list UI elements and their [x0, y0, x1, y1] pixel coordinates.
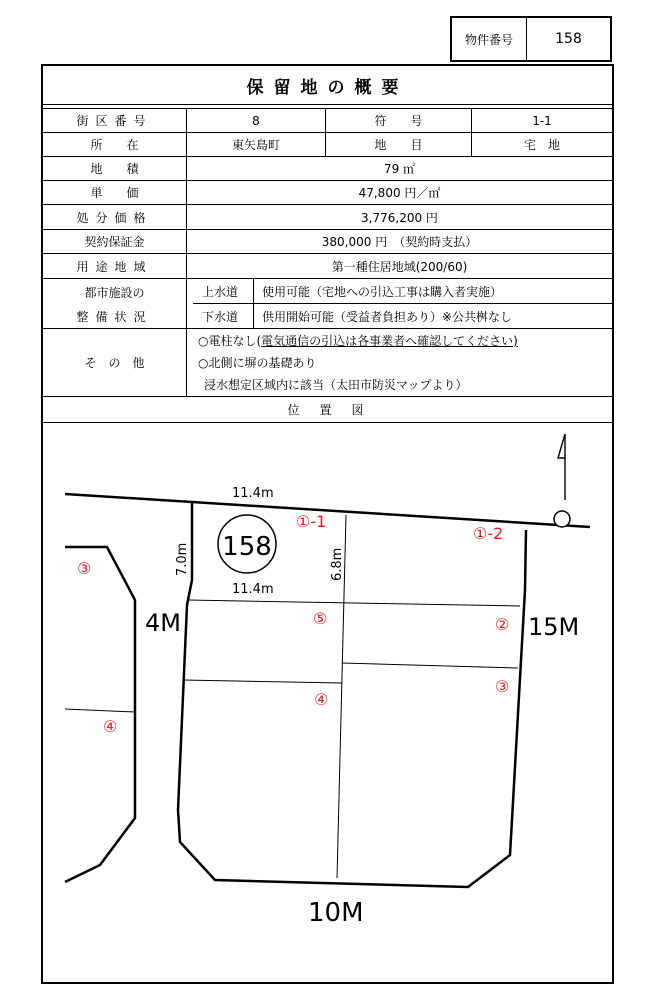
left-block-outline — [65, 547, 135, 882]
area-label: 地 積 — [90, 162, 139, 176]
water-supply-label: 上水道 — [201, 284, 238, 299]
other-line3: 浸水想定区域内に該当（太田市防災マップより） — [204, 378, 468, 392]
zoning-value: 第一種住居地域(200/60) — [331, 259, 468, 274]
utility-pole-icon — [554, 511, 570, 527]
other-label: そ の 他 — [84, 356, 145, 370]
location-value: 東矢島町 — [231, 138, 280, 152]
sign-label: 符 号 — [374, 114, 423, 128]
road-edge-north — [65, 494, 590, 527]
block-number-value: 8 — [252, 113, 260, 128]
dimension-top: 11.4m — [232, 486, 274, 501]
marker-5: ⑤ — [313, 609, 328, 628]
block-number-label: 街区番号 — [76, 114, 153, 128]
other-line2: ○北側に塀の基礎あり — [198, 356, 317, 370]
unit-price-value: 47,800 円／㎡ — [358, 186, 441, 200]
road-width-right: 15M — [528, 613, 580, 641]
disposal-price-label: 処分価格 — [76, 210, 153, 225]
left-block-division — [65, 709, 135, 712]
dimension-right: 6.8m — [330, 547, 345, 581]
marker-3-left: ③ — [77, 559, 92, 578]
road-width-bottom: 10M — [308, 898, 364, 928]
marker-3-right: ③ — [495, 677, 510, 696]
north-arrow-icon — [558, 434, 565, 500]
lot-markers — [77, 512, 509, 736]
other-line1-underlined: 電気通信の引込は各事業者へ確認してください) — [261, 334, 518, 348]
facilities-label-line2: 整備状況 — [76, 309, 153, 324]
sewer-value: 供用開始可能（受益者負担あり）※公共桝なし — [262, 309, 513, 324]
marker-4-left: ④ — [103, 717, 118, 736]
deposit-value: 380,000 円 （契約時支払） — [321, 235, 478, 249]
disposal-price-value: 3,776,200 円 — [361, 210, 438, 225]
property-number-label: 物件番号 — [452, 18, 527, 60]
marker-4-main: ④ — [314, 690, 329, 709]
sign-value: 1-1 — [532, 113, 552, 128]
area-value: 79 ㎡ — [383, 162, 416, 176]
lot-number-label: 158 — [222, 532, 272, 562]
marker-1-2: ①-2 — [473, 524, 504, 543]
dimension-left: 7.0m — [175, 542, 190, 576]
water-supply-value: 使用可能（宅地への引込工事は購入者実施） — [262, 284, 503, 299]
marker-2: ② — [495, 615, 510, 634]
marker-1-1: ①-1 — [296, 512, 327, 531]
property-number-value: 158 — [555, 31, 582, 47]
unit-price-label: 単 価 — [90, 186, 139, 200]
location-label: 所 在 — [90, 138, 139, 152]
facilities-label-line1: 都市施設の — [84, 285, 145, 300]
deposit-label: 契約保証金 — [84, 235, 145, 249]
road-width-left: 4M — [145, 609, 181, 637]
land-category-label: 地 目 — [374, 138, 423, 152]
other-line1-prefix: ○電柱なし( — [198, 334, 262, 348]
summary-title: 保留地の概要 — [246, 77, 409, 98]
sewer-label: 下水道 — [201, 309, 238, 324]
location-map-title: 位 置 図 — [287, 403, 368, 417]
land-category-value: 宅 地 — [523, 138, 560, 152]
zoning-label: 用途地域 — [76, 259, 153, 274]
dimension-inner: 11.4m — [232, 582, 274, 597]
